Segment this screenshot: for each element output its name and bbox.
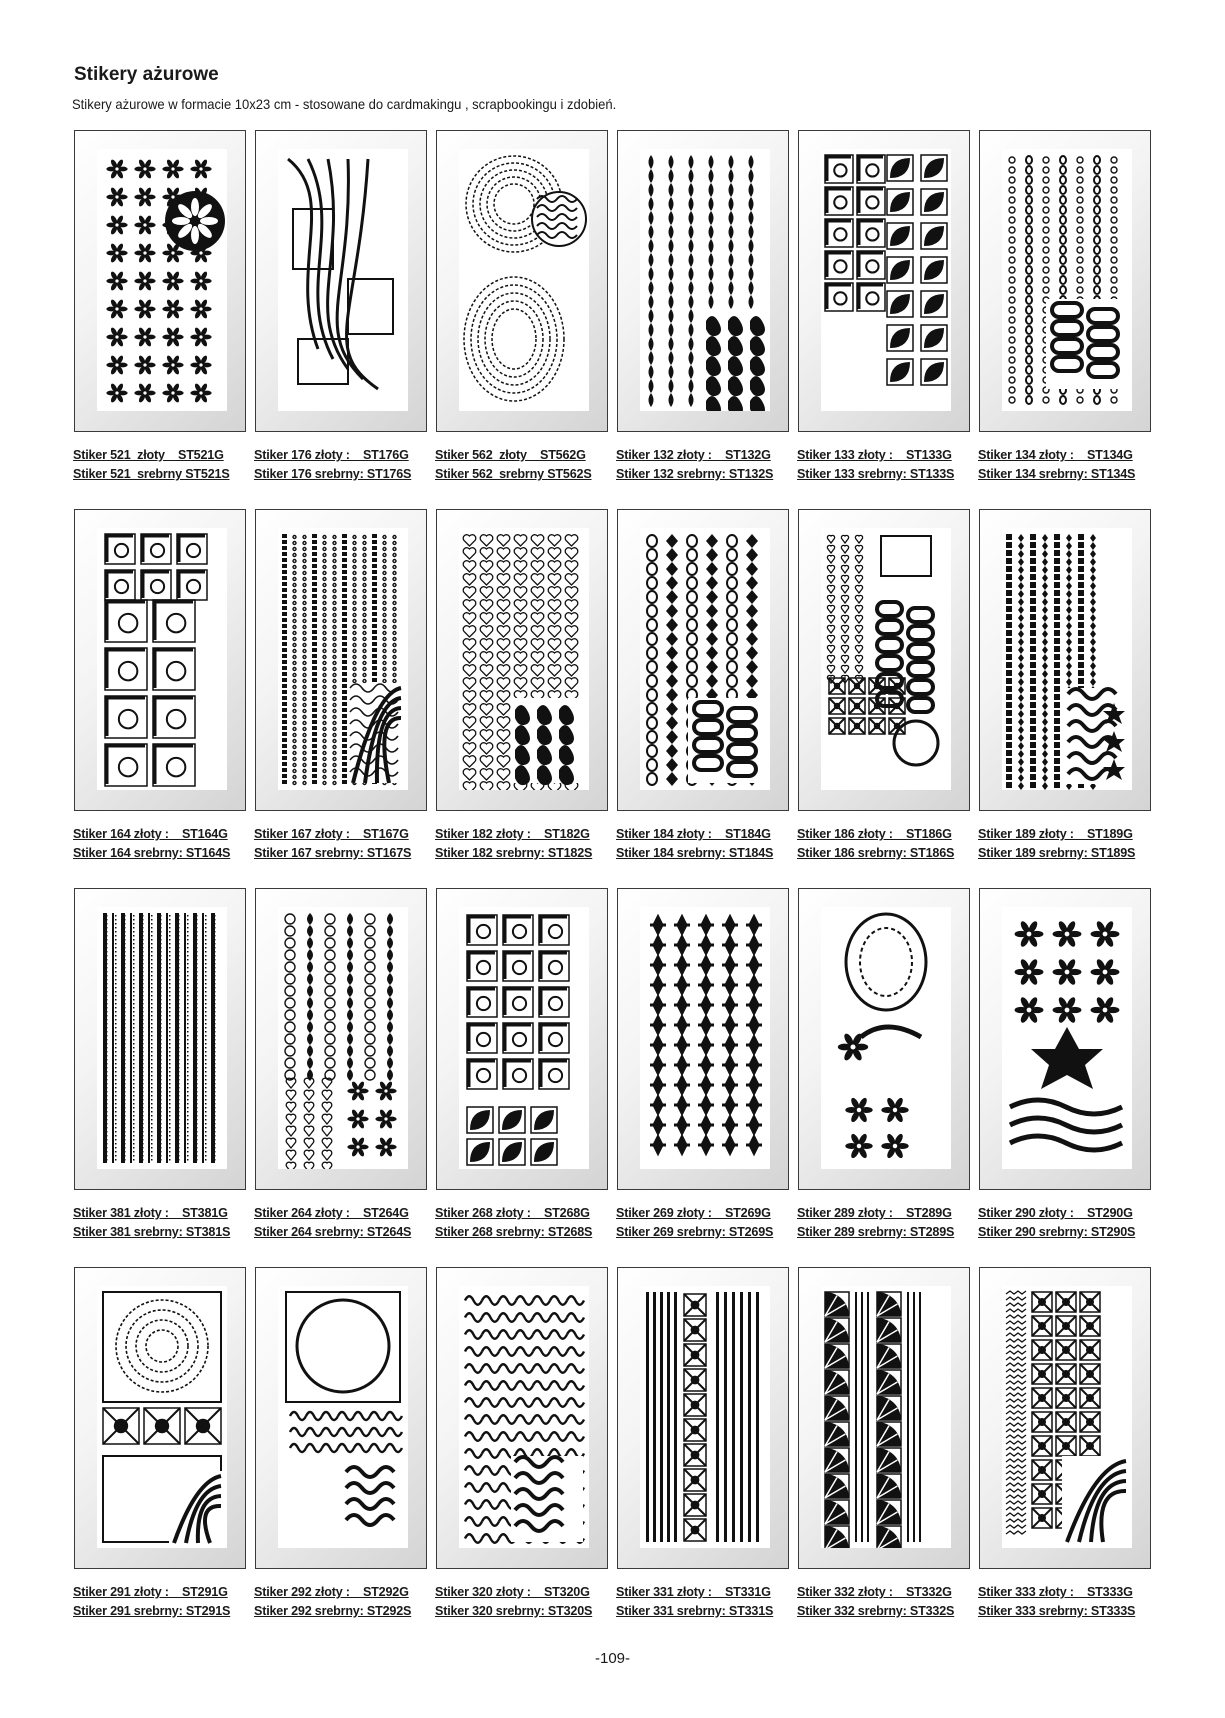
product-caption [254,446,438,484]
gold-variant-code[interactable]: Stiker 562 złoty ST562G [435,448,586,462]
gold-variant-code[interactable]: Stiker 381 złoty : ST381G [73,1206,228,1220]
sticker-sheet-image [97,1286,227,1548]
product-caption [435,825,619,863]
product-caption [73,446,257,484]
product-caption [616,1204,800,1242]
product-caption [73,1583,257,1621]
product-caption [254,1583,438,1621]
product-image-frame [798,130,970,432]
product-image-frame [74,130,246,432]
page-title: Stikery ażurowe [74,64,219,85]
product-image-frame [798,888,970,1190]
gold-variant-code[interactable]: Stiker 176 złoty : ST176G [254,448,409,462]
product-caption [254,1204,438,1242]
silver-variant-code[interactable]: Stiker 133 srebrny: ST133S [797,467,955,481]
gold-variant-code[interactable]: Stiker 164 złoty : ST164G [73,827,228,841]
sticker-sheet-image [278,149,408,411]
silver-variant-code[interactable]: Stiker 167 srebrny: ST167S [254,846,412,860]
silver-variant-code[interactable]: Stiker 269 srebrny: ST269S [616,1225,774,1239]
sticker-sheet-image [821,149,951,411]
product-image-frame [617,1267,789,1569]
silver-variant-code[interactable]: Stiker 290 srebrny: ST290S [978,1225,1136,1239]
silver-variant-code[interactable]: Stiker 184 srebrny: ST184S [616,846,774,860]
sticker-sheet-image [1002,1286,1132,1548]
gold-variant-code[interactable]: Stiker 134 złoty : ST134G [978,448,1133,462]
product-caption [978,1204,1162,1242]
product-image-frame [798,509,970,811]
gold-variant-code[interactable]: Stiker 132 złoty : ST132G [616,448,771,462]
sticker-sheet-image [821,528,951,790]
sticker-sheet-image [1002,528,1132,790]
sticker-sheet-image [459,528,589,790]
product-image-frame [436,509,608,811]
gold-variant-code[interactable]: Stiker 320 złoty : ST320G [435,1585,590,1599]
product-caption [797,1583,981,1621]
product-caption [797,1204,981,1242]
product-image-frame [979,888,1151,1190]
gold-variant-code[interactable]: Stiker 167 złoty : ST167G [254,827,409,841]
sticker-sheet-image [97,149,227,411]
silver-variant-code[interactable]: Stiker 176 srebrny: ST176S [254,467,412,481]
gold-variant-code[interactable]: Stiker 184 złoty : ST184G [616,827,771,841]
product-grid [74,130,1156,1640]
product-caption [435,1583,619,1621]
product-image-frame [617,509,789,811]
silver-variant-code[interactable]: Stiker 292 srebrny: ST292S [254,1604,412,1618]
product-image-frame [74,888,246,1190]
silver-variant-code[interactable]: Stiker 164 srebrny: ST164S [73,846,231,860]
product-caption [435,446,619,484]
page-subtitle: Stikery ażurowe w formacie 10x23 cm - stosowane do cardmakingu , scrapbookingu i zdobień. [72,96,617,112]
sticker-sheet-image [278,1286,408,1548]
silver-variant-code[interactable]: Stiker 291 srebrny: ST291S [73,1604,231,1618]
gold-variant-code[interactable]: Stiker 332 złoty : ST332G [797,1585,952,1599]
sticker-sheet-image [278,907,408,1169]
product-image-frame [74,509,246,811]
silver-variant-code[interactable]: Stiker 132 srebrny: ST132S [616,467,774,481]
gold-variant-code[interactable]: Stiker 182 złoty : ST182G [435,827,590,841]
silver-variant-code[interactable]: Stiker 134 srebrny: ST134S [978,467,1136,481]
gold-variant-code[interactable]: Stiker 290 złoty : ST290G [978,1206,1133,1220]
product-image-frame [798,1267,970,1569]
gold-variant-code[interactable]: Stiker 268 złoty : ST268G [435,1206,590,1220]
silver-variant-code[interactable]: Stiker 268 srebrny: ST268S [435,1225,593,1239]
sticker-sheet-image [278,528,408,790]
product-image-frame [255,888,427,1190]
silver-variant-code[interactable]: Stiker 332 srebrny: ST332S [797,1604,955,1618]
product-caption [797,825,981,863]
product-image-frame [979,1267,1151,1569]
sticker-sheet-image [459,149,589,411]
product-caption [254,825,438,863]
product-caption [616,1583,800,1621]
product-image-frame [255,509,427,811]
product-caption [73,825,257,863]
sticker-sheet-image [640,528,770,790]
product-caption [616,446,800,484]
sticker-sheet-image [97,528,227,790]
silver-variant-code[interactable]: Stiker 189 srebrny: ST189S [978,846,1136,860]
product-caption [616,825,800,863]
product-image-frame [255,1267,427,1569]
product-image-frame [436,1267,608,1569]
sticker-sheet-image [821,1286,951,1548]
sticker-sheet-image [640,1286,770,1548]
gold-variant-code[interactable]: Stiker 186 złoty : ST186G [797,827,952,841]
gold-variant-code[interactable]: Stiker 291 złoty : ST291G [73,1585,228,1599]
gold-variant-code[interactable]: Stiker 289 złoty : ST289G [797,1206,952,1220]
sticker-sheet-image [1002,907,1132,1169]
gold-variant-code[interactable]: Stiker 269 złoty : ST269G [616,1206,771,1220]
product-image-frame [617,888,789,1190]
silver-variant-code[interactable]: Stiker 331 srebrny: ST331S [616,1604,774,1618]
product-caption [435,1204,619,1242]
product-image-frame [979,130,1151,432]
sticker-sheet-image [640,907,770,1169]
silver-variant-code[interactable]: Stiker 320 srebrny: ST320S [435,1604,593,1618]
silver-variant-code[interactable]: Stiker 289 srebrny: ST289S [797,1225,955,1239]
gold-variant-code[interactable]: Stiker 292 złoty : ST292G [254,1585,409,1599]
product-caption [73,1204,257,1242]
sticker-sheet-image [97,907,227,1169]
silver-variant-code[interactable]: Stiker 182 srebrny: ST182S [435,846,593,860]
gold-variant-code[interactable]: Stiker 189 złoty : ST189G [978,827,1133,841]
sticker-sheet-image [640,149,770,411]
gold-variant-code[interactable]: Stiker 333 złoty : ST333G [978,1585,1133,1599]
sticker-sheet-image [821,907,951,1169]
gold-variant-code[interactable]: Stiker 521 złoty ST521G [73,448,224,462]
gold-variant-code[interactable]: Stiker 133 złoty : ST133G [797,448,952,462]
silver-variant-code[interactable]: Stiker 562 srebrny ST562S [435,467,592,481]
gold-variant-code[interactable]: Stiker 331 złoty : ST331G [616,1585,771,1599]
silver-variant-code[interactable]: Stiker 381 srebrny: ST381S [73,1225,231,1239]
product-caption [978,825,1162,863]
product-image-frame [436,888,608,1190]
silver-variant-code[interactable]: Stiker 333 srebrny: ST333S [978,1604,1136,1618]
product-image-frame [436,130,608,432]
silver-variant-code[interactable]: Stiker 521 srebrny ST521S [73,467,230,481]
silver-variant-code[interactable]: Stiker 186 srebrny: ST186S [797,846,955,860]
product-caption [797,446,981,484]
silver-variant-code[interactable]: Stiker 264 srebrny: ST264S [254,1225,412,1239]
sticker-sheet-image [1002,149,1132,411]
product-caption [978,1583,1162,1621]
product-image-frame [617,130,789,432]
sticker-sheet-image [459,1286,589,1548]
product-image-frame [255,130,427,432]
page-number: -109- [594,1650,631,1667]
product-caption [978,446,1162,484]
product-image-frame [74,1267,246,1569]
gold-variant-code[interactable]: Stiker 264 złoty : ST264G [254,1206,409,1220]
sticker-sheet-image [459,907,589,1169]
product-image-frame [979,509,1151,811]
